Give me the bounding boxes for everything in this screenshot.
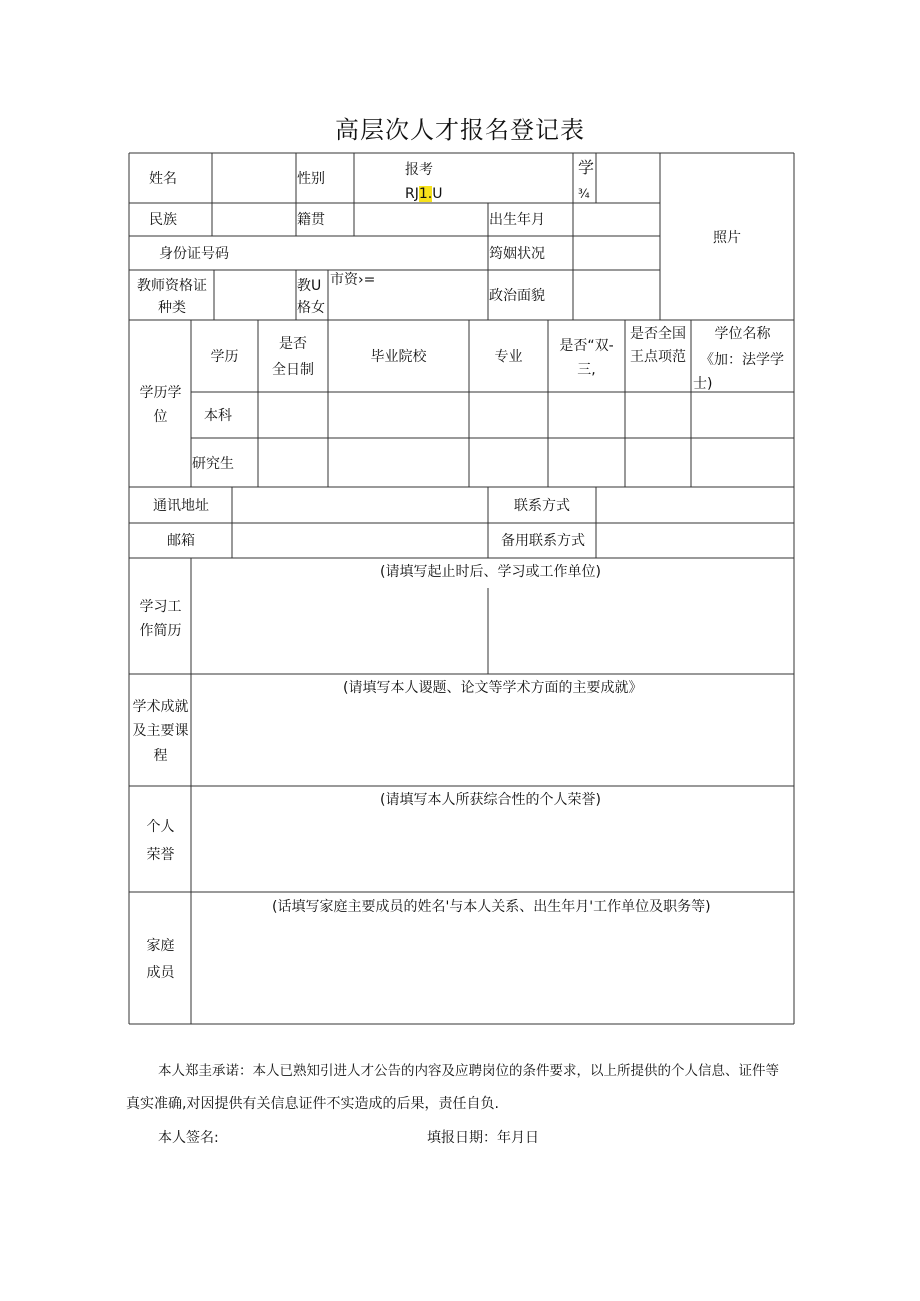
fulltime-header-line2: 全日制 bbox=[272, 362, 314, 378]
political-status-label: 政治面貌 bbox=[489, 288, 545, 304]
apply-label-part-b: U bbox=[432, 186, 443, 202]
education-row-label: 本科 bbox=[204, 408, 232, 424]
family-label-line2: 成员 bbox=[146, 965, 175, 981]
ethnicity-label: 民族 bbox=[149, 212, 177, 228]
school-header: 毕业院校 bbox=[370, 349, 427, 365]
photo-placeholder: 照片 bbox=[713, 230, 741, 246]
city-label: 市资›= bbox=[330, 272, 376, 288]
national-key-header-line2: 王点项范 bbox=[630, 349, 686, 365]
pledge-line1: 本人郑圭承诺：本人已熟知引进人才公告的内容及应聘岗位的条件要求，以上所提供的个人信息、证件等 bbox=[158, 1063, 779, 1079]
degree-header: 学历 bbox=[210, 349, 239, 365]
gender-label: 性别 bbox=[297, 171, 325, 187]
education-section-label-line1: 学历学 bbox=[139, 385, 182, 401]
apply-label-line1: 报考 bbox=[405, 162, 433, 178]
fulltime-header-line1: 是否 bbox=[279, 336, 307, 352]
teacher-level-label-line1: 教U bbox=[297, 278, 322, 294]
degree-name-header-line1: 学位名称 bbox=[714, 326, 771, 342]
teacher-cert-label-line2: 种类 bbox=[158, 300, 186, 316]
xue-label-line2: ¾ bbox=[578, 187, 590, 201]
pledge-line2: 真实准确,对因提供有关信息证件不实造成的后果，责任自负. bbox=[126, 1096, 499, 1112]
honors-label-line1: 个人 bbox=[146, 819, 175, 835]
apply-label-highlight: 1. bbox=[418, 186, 433, 202]
marital-status-label: 筠姻状况 bbox=[489, 246, 545, 262]
academic-hint: (请填写本人谡题、论文等学术方面的主要成就》 bbox=[343, 680, 643, 696]
phone-label: 联系方式 bbox=[514, 498, 570, 514]
apply-label-part-a: RJ bbox=[405, 186, 419, 202]
backup-phone-label: 备用联系方式 bbox=[501, 533, 585, 549]
honors-hint: (请填写本人所获综合性的个人荣誉) bbox=[380, 792, 601, 808]
id-number-label: 身份证号码 bbox=[159, 246, 229, 262]
double-first-class-header-line2: 三, bbox=[577, 362, 596, 378]
family-hint: (话填写家庭主要成员的姓名'与本人关系、出生年月'工作单位及职务等) bbox=[272, 899, 711, 915]
national-key-header-line1: 是否全国 bbox=[630, 326, 686, 342]
education-row-label: 研究生 bbox=[192, 456, 234, 472]
academic-label-line3: 程 bbox=[153, 748, 168, 764]
major-header: 专业 bbox=[494, 349, 523, 365]
resume-label-line1: 学习工 bbox=[139, 599, 182, 615]
family-label-line1: 家庭 bbox=[146, 938, 175, 954]
address-label: 通讯地址 bbox=[153, 498, 209, 514]
resume-label-line2: 作简历 bbox=[139, 623, 182, 639]
name-label: 姓名 bbox=[149, 171, 177, 187]
form-title: 高层次人才报名登记表 bbox=[335, 116, 585, 144]
birth-date-label: 出生年月 bbox=[489, 212, 545, 228]
academic-label-line2: 及主要课 bbox=[132, 723, 189, 739]
teacher-cert-label-line1: 教师资格证 bbox=[137, 278, 207, 294]
academic-label-line1: 学术成就 bbox=[132, 699, 189, 715]
fill-date-label: 填报日期：年月日 bbox=[427, 1130, 539, 1146]
honors-label-line2: 荣誉 bbox=[146, 847, 175, 863]
education-section-label-line2: 位 bbox=[153, 409, 168, 425]
signature-label: 本人签名: bbox=[158, 1130, 219, 1146]
email-label: 邮箱 bbox=[167, 533, 195, 549]
apply-label-line2 bbox=[405, 184, 442, 204]
xue-label-line1: 学 bbox=[578, 158, 595, 177]
native-place-label: 籍贯 bbox=[297, 212, 325, 228]
teacher-level-label-line2: 格女 bbox=[297, 300, 325, 316]
resume-hint: (请填写起止时后、学习或工作单位) bbox=[380, 564, 601, 580]
double-first-class-header-line1: 是否“双- bbox=[559, 338, 614, 354]
degree-name-header-line2: 《加：法学学 bbox=[700, 352, 784, 368]
degree-name-header-line3: 士) bbox=[693, 376, 713, 392]
